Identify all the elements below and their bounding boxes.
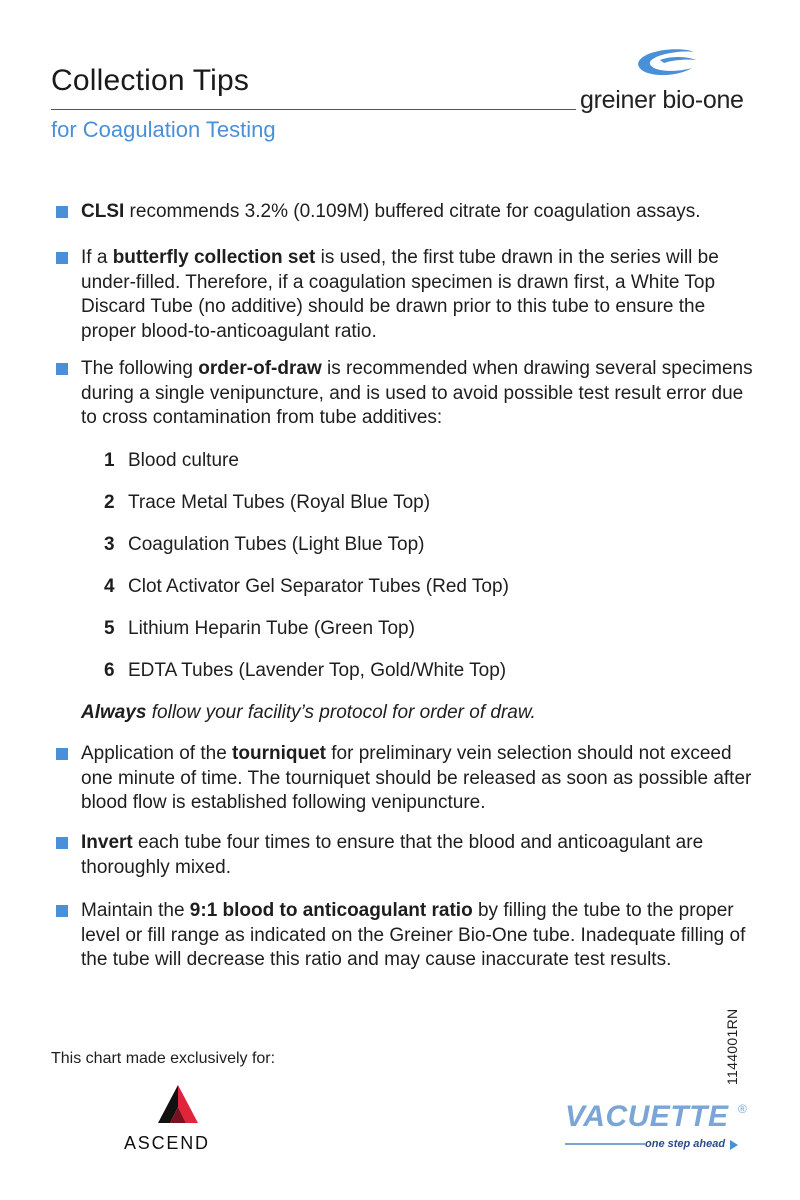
tip-bold: order-of-draw <box>198 358 322 379</box>
ascend-logo <box>120 1085 230 1155</box>
tip-bold: 9:1 blood to anticoagulant ratio <box>189 900 473 921</box>
tip-text: each tube four times to ensure that the blood and anticoagulant are thoroughly mixed. <box>81 832 704 878</box>
order-text: Clot Activator Gel Separator Tubes (Red Top) <box>128 576 509 597</box>
list-item <box>104 450 239 472</box>
greiner-bio-one-logo <box>580 44 755 114</box>
note-text: follow your facility’s protocol for order of draw. <box>146 702 536 723</box>
vacuette-logo <box>560 1100 760 1160</box>
order-number: 3 <box>104 534 115 555</box>
registered-mark: ® <box>738 1102 747 1116</box>
tip-bold: butterfly collection set <box>112 247 316 268</box>
order-text: Lithium Heparin Tube (Green Top) <box>128 618 415 639</box>
tip-text: is used, the first tube drawn in the series will be under-filled. Therefore, if a coagulation specimen is drawn first, a White Top Discard Tube (no additive) should be drawn prior to this tube to ensure the proper blood-to-anticoagulant ratio. <box>81 247 719 342</box>
tip-bold: CLSI <box>81 201 125 222</box>
page-subtitle: for Coagulation Testing <box>51 117 276 142</box>
bullet-square-icon <box>56 905 68 917</box>
tip-text: recommends 3.2% (0.109M) buffered citrate for coagulation assays. <box>124 201 701 222</box>
tip-text: is recommended when drawing several specimens during a single venipuncture, and is used to avoid possible test result error due to cross contamination from tube additives: <box>81 358 753 428</box>
vacuette-tagline: one step ahead <box>645 1138 726 1150</box>
protocol-note <box>81 702 536 724</box>
page-title: Collection Tips <box>51 64 250 97</box>
bullet-square-icon <box>56 363 68 375</box>
vacuette-wordmark: VACUETTE <box>565 1100 729 1133</box>
list-item <box>104 492 430 514</box>
ascend-mark-icon <box>158 1085 198 1130</box>
bullet-square-icon <box>56 748 68 760</box>
order-number: 4 <box>104 576 115 597</box>
greiner-swoosh-icon <box>630 44 702 84</box>
order-text: Trace Metal Tubes (Royal Blue Top) <box>128 492 431 513</box>
list-item <box>104 534 424 556</box>
order-text: Blood culture <box>128 450 239 471</box>
tip-text-pre: If a <box>81 247 113 268</box>
catalog-number: 1144001RN <box>724 1008 740 1085</box>
tip-bold: tourniquet <box>232 743 326 764</box>
title-divider <box>51 109 576 110</box>
tip-text: by filling the tube to the proper level or fill range as indicated on the Greiner Bio-One tube. Inadequate filling of the tube will decrease this ratio and may cause inaccurate test results. <box>81 900 746 970</box>
tip-text: for preliminary vein selection should not exceed one minute of time. The tourniquet should be released as soon as possible after blood flow is established following venipuncture. <box>81 743 752 813</box>
order-number: 5 <box>104 618 115 639</box>
ascend-wordmark: ASCEND <box>124 1133 210 1153</box>
order-number: 2 <box>104 492 115 513</box>
order-text: EDTA Tubes (Lavender Top, Gold/White Top) <box>128 660 507 681</box>
order-number: 6 <box>104 660 115 681</box>
made-for-label: This chart made exclusively for: <box>51 1050 276 1067</box>
order-text: Coagulation Tubes (Light Blue Top) <box>128 534 425 555</box>
tip-text-pre: Maintain the <box>81 900 190 921</box>
arrow-right-icon <box>730 1140 738 1150</box>
order-number: 1 <box>104 450 115 471</box>
list-item <box>104 660 506 682</box>
note-bold: Always <box>81 702 147 723</box>
list-item <box>104 618 415 640</box>
tip-text-pre: Application of the <box>81 743 233 764</box>
list-item <box>104 576 509 598</box>
tip-bold: Invert <box>81 832 133 853</box>
bullet-square-icon <box>56 206 68 218</box>
bullet-square-icon <box>56 837 68 849</box>
tip-text-pre: The following <box>81 358 199 379</box>
tagline-bar <box>565 1143 645 1145</box>
greiner-bio-one-wordmark: greiner bio-one <box>580 86 744 114</box>
bullet-square-icon <box>56 252 68 264</box>
